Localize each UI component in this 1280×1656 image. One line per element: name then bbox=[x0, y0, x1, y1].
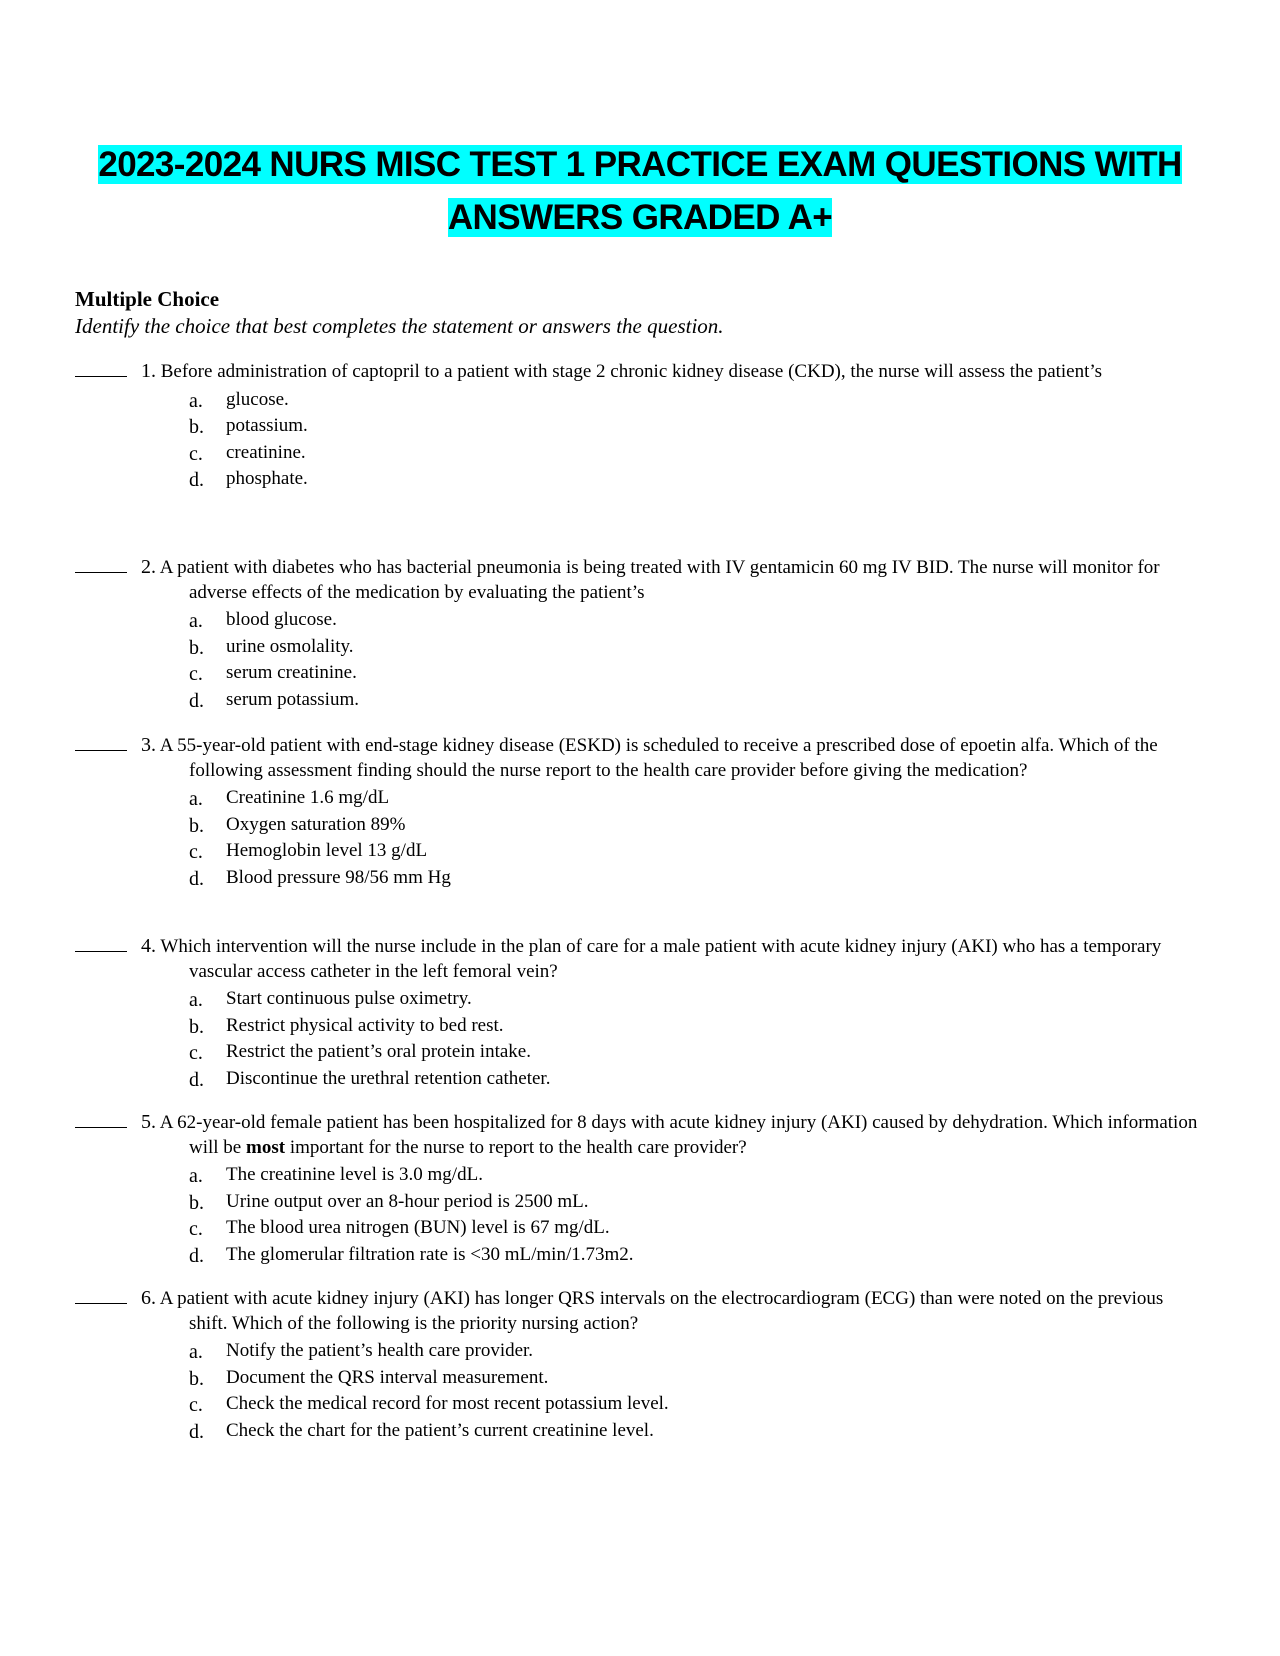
choice-c bbox=[75, 660, 1205, 687]
choice-letter: d. bbox=[189, 867, 204, 890]
choice-text: Discontinue the urethral retention catheter. bbox=[226, 1067, 551, 1089]
choice-c bbox=[75, 1215, 1205, 1242]
choice-b bbox=[75, 1189, 1205, 1216]
question-number: 5. bbox=[141, 1111, 156, 1133]
choice-letter: d. bbox=[189, 469, 204, 491]
choice-a bbox=[75, 1338, 1205, 1365]
answer-blank[interactable] bbox=[75, 1286, 127, 1304]
choice-text: Blood pressure 98/56 mm Hg bbox=[226, 866, 451, 888]
choice-text: Start continuous pulse oximetry. bbox=[226, 988, 472, 1009]
question-number: 4. bbox=[141, 935, 156, 957]
choice-letter: d. bbox=[189, 689, 204, 712]
question-stem bbox=[75, 555, 1205, 605]
choice-b bbox=[75, 634, 1205, 661]
choice-d bbox=[75, 1242, 1205, 1269]
question-stem bbox=[75, 934, 1205, 984]
choice-c bbox=[75, 1391, 1205, 1418]
answer-blank[interactable] bbox=[75, 1110, 127, 1128]
choice-list bbox=[75, 1162, 1205, 1268]
choice-a bbox=[75, 387, 1205, 414]
choice-letter: c. bbox=[189, 1394, 203, 1416]
choice-text: The creatinine level is 3.0 mg/dL. bbox=[226, 1164, 483, 1185]
choice-b bbox=[75, 812, 1205, 839]
choice-text: Restrict physical activity to bed rest. bbox=[226, 1014, 504, 1036]
choice-letter: c. bbox=[189, 442, 203, 465]
choice-letter: a. bbox=[189, 788, 203, 810]
question-3 bbox=[75, 733, 1205, 891]
choice-a bbox=[75, 607, 1205, 634]
choice-letter: d. bbox=[189, 1244, 204, 1267]
choice-c bbox=[75, 838, 1205, 865]
choice-letter: b. bbox=[189, 636, 204, 659]
choice-d bbox=[75, 1066, 1205, 1093]
question-text-part: A 62-year-old female patient has been hospitalized for 8 days with acute kidney injury (AKI) caused by dehydration. Which information will be bbox=[159, 1112, 1198, 1158]
choice-letter: a. bbox=[189, 989, 203, 1011]
choice-d bbox=[75, 687, 1205, 714]
question-stem bbox=[75, 1286, 1205, 1336]
choice-letter: c. bbox=[189, 841, 203, 863]
choice-letter: b. bbox=[189, 814, 204, 837]
choice-letter: b. bbox=[189, 1367, 204, 1390]
question-text: A 55-year-old patient with end-stage kidney disease (ESKD) is scheduled to receive a prescribed dose of epoetin alfa. Which of the following assessment finding should the nurse report to the health care provider before giving the medication? bbox=[159, 735, 1158, 781]
choice-b bbox=[75, 1013, 1205, 1040]
choice-letter: a. bbox=[189, 1341, 203, 1363]
choice-letter: c. bbox=[189, 1218, 203, 1240]
question-number: 1. bbox=[141, 360, 156, 382]
choice-text: Check the medical record for most recent potassium level. bbox=[226, 1393, 669, 1414]
choice-letter: b. bbox=[189, 1191, 204, 1214]
choice-text: Oxygen saturation 89% bbox=[226, 813, 406, 835]
question-number: 2. bbox=[141, 556, 156, 578]
document-title bbox=[60, 138, 1220, 244]
choice-letter: a. bbox=[189, 610, 203, 632]
choice-list bbox=[75, 986, 1205, 1092]
question-text bbox=[160, 1112, 1198, 1158]
choice-list bbox=[75, 1338, 1205, 1444]
answer-blank[interactable] bbox=[75, 733, 127, 751]
choice-list bbox=[75, 387, 1205, 493]
question-number: 6. bbox=[141, 1287, 156, 1309]
choice-letter: c. bbox=[189, 1042, 203, 1064]
choice-letter: d. bbox=[189, 1420, 204, 1443]
section-instructions: Identify the choice that best completes the statement or answers the question. bbox=[75, 314, 724, 338]
choice-text: serum potassium. bbox=[226, 688, 359, 710]
choice-text: serum creatinine. bbox=[226, 662, 357, 683]
choice-text: Document the QRS interval measurement. bbox=[226, 1366, 549, 1388]
choice-b bbox=[75, 1365, 1205, 1392]
choice-letter: a. bbox=[189, 1165, 203, 1187]
choice-text: urine osmolality. bbox=[226, 635, 354, 657]
choice-letter: c. bbox=[189, 663, 203, 685]
choice-letter: d. bbox=[189, 1068, 204, 1091]
choice-letter: a. bbox=[189, 389, 203, 412]
choice-text: phosphate. bbox=[226, 468, 308, 489]
choice-text: Urine output over an 8-hour period is 2500 mL. bbox=[226, 1190, 589, 1212]
choice-a bbox=[75, 986, 1205, 1013]
question-text: Before administration of captopril to a patient with stage 2 chronic kidney disease (CKD), the nurse will assess the patient’s bbox=[160, 361, 1103, 382]
choice-d bbox=[75, 865, 1205, 892]
choice-text: Restrict the patient’s oral protein intake. bbox=[226, 1041, 531, 1062]
choice-a bbox=[75, 785, 1205, 812]
section-heading: Multiple Choice bbox=[75, 287, 220, 311]
choice-b bbox=[75, 413, 1205, 440]
choice-text: Notify the patient’s health care provider. bbox=[226, 1340, 534, 1361]
answer-blank[interactable] bbox=[75, 555, 127, 573]
emphasis-word: most bbox=[246, 1136, 286, 1158]
question-4 bbox=[75, 934, 1205, 1092]
choice-text: glucose. bbox=[226, 388, 289, 410]
choice-a bbox=[75, 1162, 1205, 1189]
choice-text: creatinine. bbox=[226, 441, 306, 463]
question-stem bbox=[75, 733, 1205, 783]
question-6 bbox=[75, 1286, 1205, 1444]
question-stem bbox=[75, 1110, 1205, 1160]
question-1 bbox=[75, 359, 1205, 493]
choice-letter: b. bbox=[189, 416, 204, 438]
choice-c bbox=[75, 1039, 1205, 1066]
choice-text: potassium. bbox=[226, 415, 308, 436]
choice-letter: b. bbox=[189, 1015, 204, 1038]
choice-list bbox=[75, 607, 1205, 713]
choice-d bbox=[75, 1418, 1205, 1445]
question-5 bbox=[75, 1110, 1205, 1268]
choice-c bbox=[75, 440, 1205, 467]
question-text: A patient with diabetes who has bacterial pneumonia is being treated with IV gentamicin 60 mg IV BID. The nurse will monitor for adverse effects of the medication by evaluating the patient’s bbox=[159, 557, 1160, 603]
choice-text: Hemoglobin level 13 g/dL bbox=[226, 840, 428, 861]
answer-blank[interactable] bbox=[75, 934, 127, 952]
choice-text: The blood urea nitrogen (BUN) level is 67 mg/dL. bbox=[226, 1217, 610, 1238]
choice-text: Creatinine 1.6 mg/dL bbox=[226, 787, 390, 808]
choice-text: Check the chart for the patient’s current creatinine level. bbox=[226, 1419, 654, 1441]
choice-list bbox=[75, 785, 1205, 891]
title-line-2: ANSWERS GRADED A+ bbox=[447, 198, 833, 237]
question-text: Which intervention will the nurse include in the plan of care for a male patient with acute kidney injury (AKI) who has a temporary vascular access catheter in the left femoral vein? bbox=[160, 936, 1162, 982]
question-text-part: important for the nurse to report to the health care provider? bbox=[285, 1136, 747, 1158]
choice-d bbox=[75, 466, 1205, 493]
choice-text: The glomerular filtration rate is <30 mL/min/1.73m2. bbox=[226, 1243, 634, 1265]
answer-blank[interactable] bbox=[75, 359, 127, 377]
question-2 bbox=[75, 555, 1205, 713]
question-text: A patient with acute kidney injury (AKI) has longer QRS intervals on the electrocardiogram (ECG) than were noted on the previous shift. Which of the following is the priority nursing action? bbox=[159, 1288, 1164, 1334]
question-number: 3. bbox=[141, 734, 156, 756]
title-line-1: 2023-2024 NURS MISC TEST 1 PRACTICE EXAM QUESTIONS WITH bbox=[98, 145, 1182, 184]
choice-text: blood glucose. bbox=[226, 609, 337, 630]
question-stem bbox=[75, 359, 1205, 385]
